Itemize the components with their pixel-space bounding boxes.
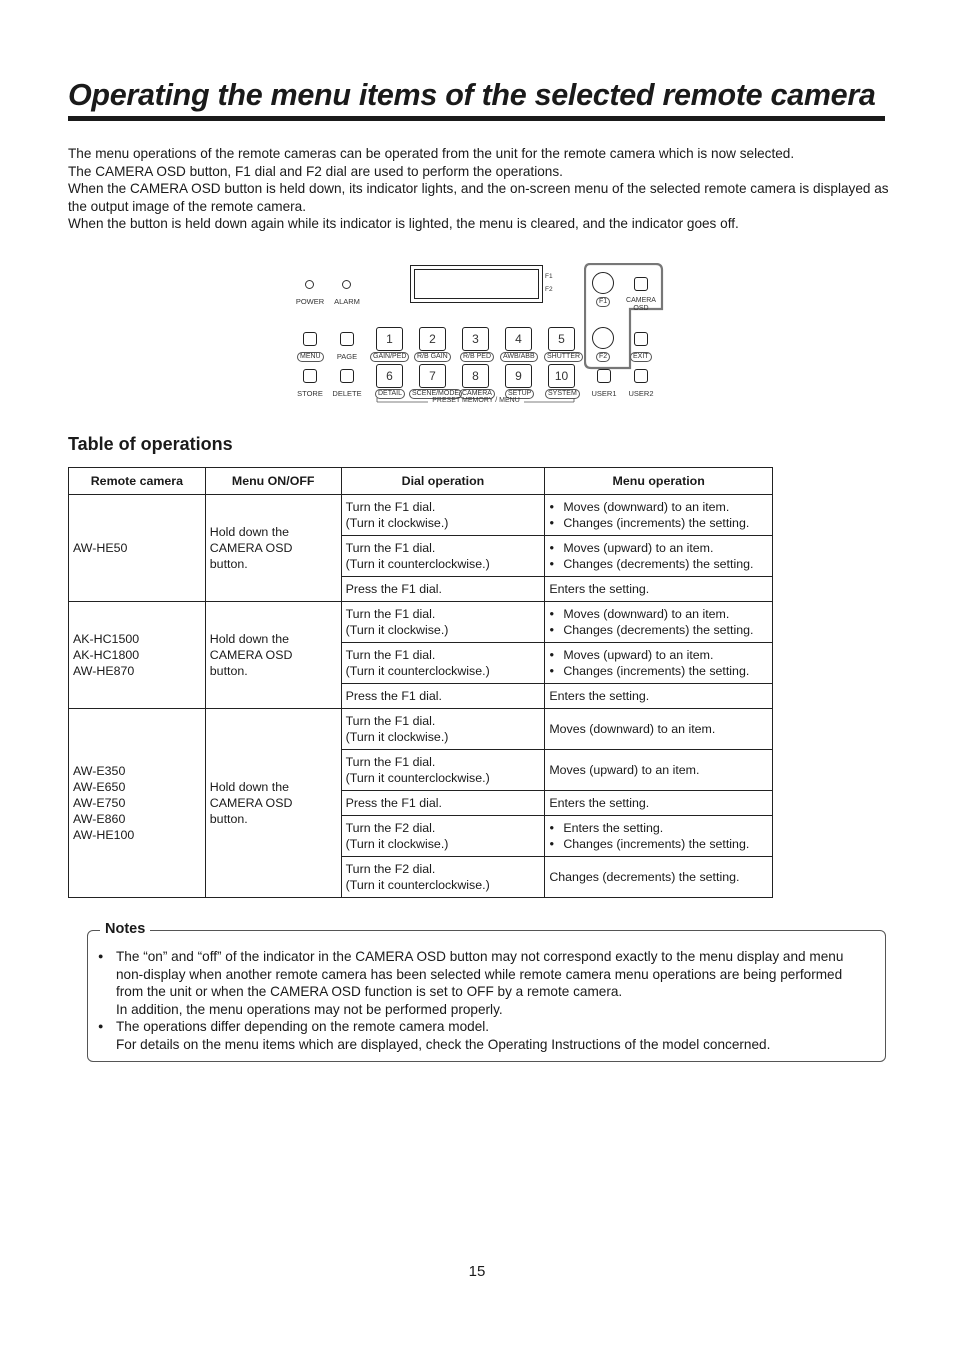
preset-button-3: 3	[462, 327, 489, 351]
menu-bullet: ● Moves (downward) to an item.	[549, 606, 768, 622]
page-number: 15	[468, 1263, 486, 1280]
dial-line: Turn the F2 dial.	[345, 821, 436, 835]
table-row	[69, 495, 773, 536]
page-label: PAGE	[336, 352, 358, 361]
user2-button	[634, 369, 648, 383]
camera-osd-label-line2: OSD	[633, 304, 649, 312]
hold-line: CAMERA OSD	[209, 796, 293, 810]
f1-dial-icon	[592, 272, 614, 294]
preset-label-10: SYSTEM	[545, 389, 580, 399]
menu-bullet: ● Changes (increments) the setting.	[549, 836, 768, 852]
menu-cell: Enters the setting.	[545, 791, 773, 816]
intro-text	[68, 145, 898, 233]
menu-cell	[545, 495, 773, 536]
preset-label-9: SETUP	[505, 389, 534, 399]
preset-button-8: 8	[462, 364, 489, 388]
dial-line: (Turn it counterclockwise.)	[345, 664, 490, 678]
menu-bullet: ● Changes (increments) the setting.	[549, 515, 768, 531]
dial-cell: Press the F1 dial.	[341, 577, 545, 602]
user2-label: USER2	[628, 389, 654, 398]
intro-line: When the CAMERA OSD button is held down, its indicator lights, and the on-screen menu of the selected remote camera is displayed as the output image of the remote camera.	[68, 181, 889, 214]
alarm-lamp-icon	[342, 280, 351, 289]
dial-cell	[341, 816, 545, 857]
dial-line: Turn the F1 dial.	[345, 755, 436, 769]
lcd-screen	[414, 269, 539, 299]
preset-label-4: AWB/ABB	[500, 352, 538, 362]
menu-cell	[545, 536, 773, 577]
dial-cell	[341, 536, 545, 577]
menu-bullet: ● Changes (increments) the setting.	[549, 663, 768, 679]
preset-button-9: 9	[505, 364, 532, 388]
menu-on-off-cell	[205, 495, 341, 602]
dial-cell	[341, 709, 545, 750]
camera-cell	[69, 495, 206, 602]
note-text: For details on the menu items which are displayed, check the Operating Instructions of the model concerned.	[116, 1036, 771, 1052]
header-menu-operation: Menu operation	[545, 468, 773, 495]
exit-button	[634, 332, 648, 346]
note-item	[98, 948, 873, 1018]
dial-cell: Press the F1 dial.	[341, 791, 545, 816]
dial-line: (Turn it counterclockwise.)	[345, 557, 490, 571]
power-label: POWER	[295, 297, 325, 306]
table-header-row	[69, 468, 773, 495]
operations-table	[68, 467, 773, 898]
dial-cell	[341, 750, 545, 791]
intro-line: The menu operations of the remote cameras can be operated from the unit for the remote camera which is now selected.	[68, 146, 795, 161]
camera-osd-label-line1: CAMERA	[626, 297, 656, 304]
page-button	[340, 332, 354, 346]
camera-osd-button	[634, 277, 648, 291]
camera-model: AW-E860	[73, 812, 126, 826]
intro-line: The CAMERA OSD button, F1 dial and F2 dial are used to perform the operations.	[68, 163, 563, 179]
preset-button-6: 6	[376, 364, 403, 388]
hold-line: button.	[209, 664, 248, 678]
user1-button	[597, 369, 611, 383]
hold-line: Hold down the	[209, 632, 289, 646]
table-title: Table of operations	[68, 434, 233, 454]
menu-cell: Changes (decrements) the setting.	[545, 857, 773, 898]
notes-box	[87, 930, 886, 1062]
preset-button-2: 2	[419, 327, 446, 351]
dial-cell	[341, 495, 545, 536]
note-item	[98, 1018, 873, 1053]
hold-line: CAMERA OSD	[209, 541, 293, 555]
delete-button	[340, 369, 354, 383]
menu-button	[303, 332, 317, 346]
camera-model: AW-HE870	[73, 664, 135, 678]
camera-osd-label	[619, 297, 663, 312]
user1-label: USER1	[591, 389, 617, 398]
preset-label-1: GAIN/PED	[370, 352, 409, 362]
dial-cell	[341, 602, 545, 643]
preset-memory-label: PRESET MEMORY / MENU	[432, 397, 520, 404]
camera-model: AW-HE100	[73, 828, 135, 842]
preset-button-1: 1	[376, 327, 403, 351]
alarm-label: ALARM	[334, 297, 360, 306]
dial-line: (Turn it counterclockwise.)	[345, 878, 490, 892]
dial-line: (Turn it clockwise.)	[345, 837, 449, 851]
hold-line: CAMERA OSD	[209, 648, 293, 662]
dial-cell: Press the F1 dial.	[341, 684, 545, 709]
camera-model: AW-E750	[73, 796, 126, 810]
menu-cell: Moves (downward) to an item.	[545, 709, 773, 750]
menu-bullet: ● Changes (decrements) the setting.	[549, 556, 768, 572]
dial-line: (Turn it clockwise.)	[345, 516, 449, 530]
header-remote-camera: Remote camera	[69, 468, 206, 495]
dial-cell	[341, 857, 545, 898]
note-text: The operations differ depending on the remote camera model.	[116, 1019, 490, 1035]
dial-line: (Turn it counterclockwise.)	[345, 771, 490, 785]
menu-bullet: ● Moves (upward) to an item.	[549, 540, 768, 556]
f2-dial-icon	[592, 327, 614, 349]
preset-label-2: R/B GAIN	[414, 352, 451, 362]
lcd-f1-label: F1	[545, 273, 553, 280]
notes-heading: Notes	[100, 921, 150, 937]
hold-line: button.	[209, 812, 248, 826]
note-text: The “on” and “off” of the indicator in the CAMERA OSD button may not correspond exactly to the menu display and menu non-display when another remote camera has been selected while remote camera menu operations are being performed from the unit or when the CAMERA OSD function is set to OFF by a remote camera.	[116, 949, 844, 1000]
exit-label: EXIT	[630, 352, 652, 362]
preset-label-7: SCENE/MODE	[409, 389, 462, 399]
header-dial-operation: Dial operation	[341, 468, 545, 495]
preset-label-3: R/B PED	[460, 352, 494, 362]
power-lamp-icon	[305, 280, 314, 289]
menu-bullet: ● Moves (downward) to an item.	[549, 499, 768, 515]
preset-label-5: SHUTTER	[544, 352, 583, 362]
camera-model: AW-E350	[73, 764, 126, 778]
delete-label: DELETE	[332, 389, 362, 398]
dial-line: Turn the F1 dial.	[345, 714, 436, 728]
store-label: STORE	[297, 389, 323, 398]
intro-line: When the button is held down again while its indicator is lighted, the menu is cleared, and the indicator goes off.	[68, 216, 739, 232]
preset-label-8: CAMERA	[459, 389, 495, 399]
camera-model: AK-HC1800	[73, 648, 140, 662]
dial-line: (Turn it clockwise.)	[345, 623, 449, 637]
preset-button-7: 7	[419, 364, 446, 388]
camera-model: AK-HC1500	[73, 632, 140, 646]
menu-cell	[545, 602, 773, 643]
hold-line: Hold down the	[209, 780, 289, 794]
preset-button-4: 4	[505, 327, 532, 351]
hold-line: Hold down the	[209, 525, 289, 539]
dial-line: Turn the F2 dial.	[345, 862, 436, 876]
menu-cell: Enters the setting.	[545, 577, 773, 602]
f1-dial-label: F1	[596, 297, 610, 307]
camera-cell	[69, 709, 206, 898]
header-menu-on-off: Menu ON/OFF	[205, 468, 341, 495]
menu-cell: Enters the setting.	[545, 684, 773, 709]
camera-model: AW-E650	[73, 780, 126, 794]
preset-button-10: 10	[548, 364, 575, 388]
menu-bullet: ● Moves (upward) to an item.	[549, 647, 768, 663]
f2-dial-label: F2	[596, 352, 610, 362]
menu-cell: Moves (upward) to an item.	[545, 750, 773, 791]
menu-cell	[545, 643, 773, 684]
menu-on-off-cell	[205, 709, 341, 898]
hold-line: button.	[209, 557, 248, 571]
note-text: In addition, the menu operations may not be performed properly.	[116, 1001, 503, 1017]
preset-button-5: 5	[548, 327, 575, 351]
dial-line: Turn the F1 dial.	[345, 500, 436, 514]
preset-label-6: DETAIL	[375, 389, 405, 399]
menu-label: MENU	[297, 352, 324, 362]
camera-cell	[69, 602, 206, 709]
dial-line: Turn the F1 dial.	[345, 648, 436, 662]
table-row	[69, 709, 773, 750]
dial-line: (Turn it clockwise.)	[345, 730, 449, 744]
page-title: Operating the menu items of the selected remote camera	[68, 78, 885, 121]
notes-list	[98, 948, 873, 1054]
menu-bullet: ● Enters the setting.	[549, 820, 768, 836]
camera-model: AW-HE50	[73, 541, 128, 555]
dial-line: Turn the F1 dial.	[345, 607, 436, 621]
dial-cell	[341, 643, 545, 684]
lcd-f2-label: F2	[545, 286, 553, 293]
menu-bullet: ● Changes (decrements) the setting.	[549, 622, 768, 638]
menu-cell	[545, 816, 773, 857]
store-button	[303, 369, 317, 383]
menu-on-off-cell	[205, 602, 341, 709]
dial-line: Turn the F1 dial.	[345, 541, 436, 555]
table-row	[69, 602, 773, 643]
